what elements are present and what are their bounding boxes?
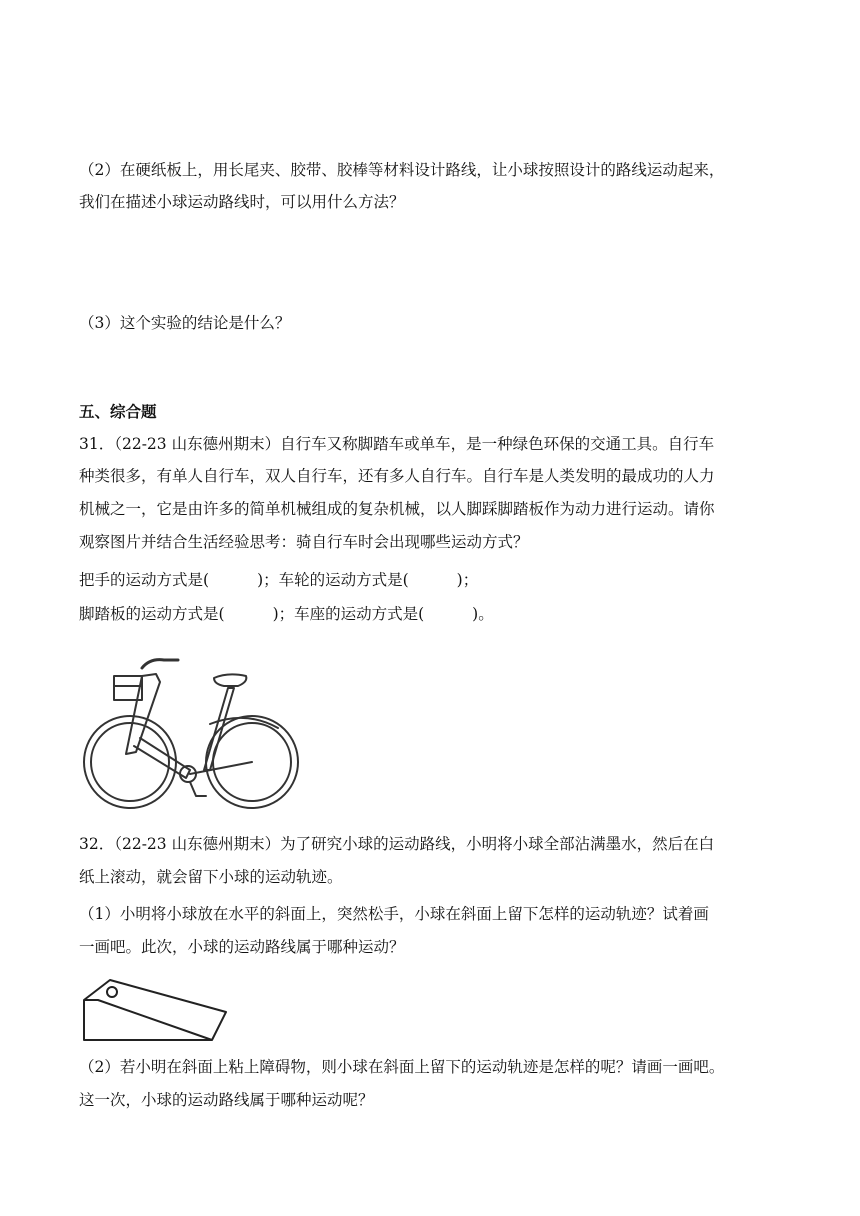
section-title: 五、综合题: [79, 402, 157, 421]
q32-line2: 纸上滚动，就会留下小球的运动轨迹。: [79, 868, 343, 886]
q30-part2-line2: 我们在描述小球运动路线时，可以用什么方法？: [79, 193, 405, 211]
q31-line1: 31．（22-23 山东德州期末）自行车又称脚踏车或单车，是一种绿色环保的交通工具。自行车: [79, 435, 715, 453]
q32-part1-line2: 一画吧。此次，小球的运动路线属于哪种运动？: [79, 938, 405, 956]
fill-handle-label: 把手的运动方式是(: [79, 571, 210, 589]
q31-fill-line2: [79, 604, 494, 624]
handlebar: [142, 660, 178, 668]
slope-illustration: [80, 960, 230, 1044]
fill-end: )。: [472, 605, 494, 623]
fill-seat-label: )；车座的运动方式是(: [272, 605, 425, 623]
seat: [214, 674, 246, 686]
q32-part2-line2: 这一次，小球的运动路线属于哪种运动呢？: [79, 1091, 374, 1109]
pedal: [190, 782, 206, 796]
fill-end: )；: [456, 571, 479, 589]
q32-line1: 32．（22-23 山东德州期末）为了研究小球的运动路线，小明将小球全部沾满墨水，然后在白: [79, 835, 715, 853]
q32-part2-line1: （2）若小明在斜面上粘上障碍物，则小球在斜面上留下的运动轨迹是怎样的呢？请画一画吧。: [79, 1058, 725, 1076]
q30-part3: （3）这个实验的结论是什么？: [79, 314, 291, 332]
q30-part2-line1: （2）在硬纸板上，用长尾夹、胶带、胶棒等材料设计路线，让小球按照设计的路线运动起来，: [79, 161, 725, 179]
q31-line2: 种类很多，有单人自行车，双人自行车，还有多人自行车。自行车是人类发明的最成功的人力: [79, 467, 715, 485]
q31-fill-line1: [79, 570, 478, 590]
fill-wheel-label: )；车轮的运动方式是(: [257, 571, 409, 589]
q31-line3: 机械之一，它是由许多的简单机械组成的复杂机械，以人脚踩脚踏板作为动力进行运动。请你: [79, 500, 715, 518]
q32-part1-line1: （1）小明将小球放在水平的斜面上，突然松手，小球在斜面上留下怎样的运动轨迹？试着画: [79, 905, 709, 923]
ball: [107, 987, 117, 997]
q31-line4: 观察图片并结合生活经验思考：骑自行车时会出现哪些运动方式？: [79, 533, 529, 551]
bicycle-illustration: [78, 650, 310, 818]
fill-pedal-label: 脚踏板的运动方式是(: [79, 605, 225, 623]
